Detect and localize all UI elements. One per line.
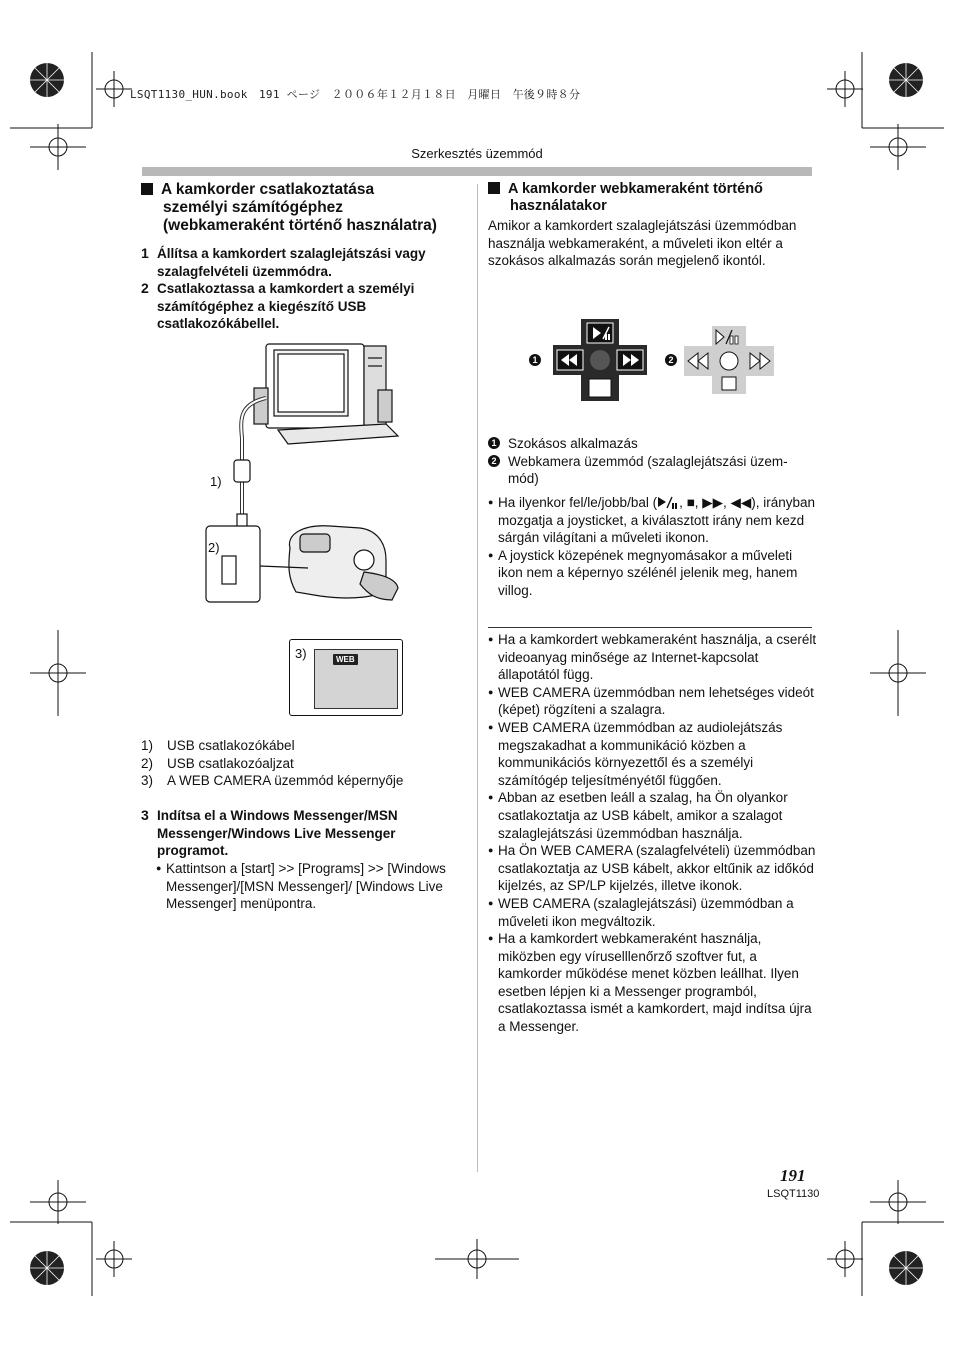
step-number: 1 [141,245,149,261]
web-badge: WEB [333,654,358,665]
section-label: Szerkesztés üzemmód [411,146,543,161]
webcam-mode-icon [684,326,774,394]
caption-item: 2) USB csatlakozóaljzat [141,755,294,771]
print-header: LSQT1130_HUN.book 191 ページ ２００６年１２月１８日 月曜日 午後９時８分 [130,88,581,101]
marker-2: 2 [665,354,677,366]
notes-list [488,631,818,1036]
step-text: Állítsa a kamkordert szalaglejátszási vagy szalagfelvételi üzemmódra. [157,246,426,279]
square-bullet-icon [141,183,153,195]
step-3 [141,807,441,860]
screen-display [314,649,398,709]
notes-divider [488,627,812,628]
callout-3: 3) [295,646,307,661]
step-text: Csatlakoztassa a kamkordert a személyi számítógéphez a kiegészítő USB csatlakozókábellel. [157,281,415,331]
caption-item: 1) USB csatlakozókábel [141,738,295,753]
model-code: LSQT1130 [767,1188,820,1200]
step-1 [141,245,459,280]
step-text: Indítsa el a Windows Messenger/MSN Messenger/Windows Live Messenger programot. [157,808,398,858]
legend-item: 1 Szokásos alkalmazás [488,435,818,453]
caption-list [141,737,471,790]
callout-1: 1) [210,474,222,489]
bullet-item: ● A joystick közepének megnyomásakor a műveleti ikon nem a képernyo szélénél jelenik meg, hanem villog. [488,547,818,600]
note-item: ● WEB CAMERA üzemmódban nem lehetséges videót (képet) rögzíteni a szalagra. [488,684,818,719]
note-item: ● Abban az esetben leáll a szalag, ha Ön olyankor csatlakoztatja az USB kábelt, amikor a szalagot szalaglejátszási üzemmódban használja. [488,789,818,842]
note-item: ● Ha a kamkordert webkameraként használja, a cserélt videoanyag minősége az Internet-kapcsolat állapotától függ. [488,631,818,684]
column-divider [477,184,478,1172]
play-pause-icon [657,496,679,509]
marker-1: 1 [529,354,541,366]
step-number: 2 [141,280,149,296]
page-number: 191 [780,1166,806,1185]
step-3-instructions [156,860,456,913]
note-item: ● WEB CAMERA üzemmódban az audiolejátszás megszakadhat a kommunikáció közben a kommunikációs környezettől és a személyi számítógép teljesítményétől függően. [488,719,818,789]
normal-operation-icon [553,319,647,401]
bullet-item: ● Ha ilyenkor fel/le/jobb/bal ( , ■, ▶▶, ◀◀), irányban mozgatja a joysticket, a kiválasztott irány nem kezd sárgán világítani a műveleti ikonon. [488,494,818,547]
square-bullet-icon [488,182,500,194]
connection-illustration [200,338,410,618]
note-item: ● Ha Ön WEB CAMERA (szalagfelvételi) üzemmódban csatlakoztatja az USB kábelt, akkor eltűnik az időkód kijelzés, az SP/LP kijelzés, illetve ikonok. [488,842,818,895]
caption-item: 3) A WEB CAMERA üzemmód képernyője [141,773,404,789]
header-bar [142,167,812,176]
note-item: ● Ha a kamkordert webkameraként használja, miközben egy víruselllenőrző szoftver fut, a kamkorder működése menet közben leállhat. Ilyen esetben lépjen ki a Messenger programból, csatlakoztassa ismét a kamkordert, majd indítsa újra a Messenger. [488,930,818,1036]
left-heading: A kamkorder csatlakoztatása személyi számítógéphez (webkameraként történő használatra) [141,181,471,235]
step-2 [141,280,459,333]
icon-legend [488,435,818,488]
joystick-bullets [488,494,818,600]
legend-item: 2 Webkamera üzemmód (szalaglejátszási üzem-mód) [488,453,818,488]
step-number: 3 [141,807,149,823]
note-item: ● WEB CAMERA (szalaglejátszási) üzemmódban a műveleti ikon megváltozik. [488,895,818,930]
bullet-item: ● Kattintson a [start] >> [Programs] >> [Windows Messenger]/[MSN Messenger]/ [Windows Live Messenger] menüpontra. [156,860,456,913]
right-heading: A kamkorder webkameraként történő használatakor [488,181,818,215]
intro-paragraph: Amikor a kamkordert szalaglejátszási üzemmódban használja webkameraként, a műveleti ikon eltér a szokásos alkalmazás során megjelenő ikontól. [488,218,797,269]
callout-2: 2) [208,540,220,555]
